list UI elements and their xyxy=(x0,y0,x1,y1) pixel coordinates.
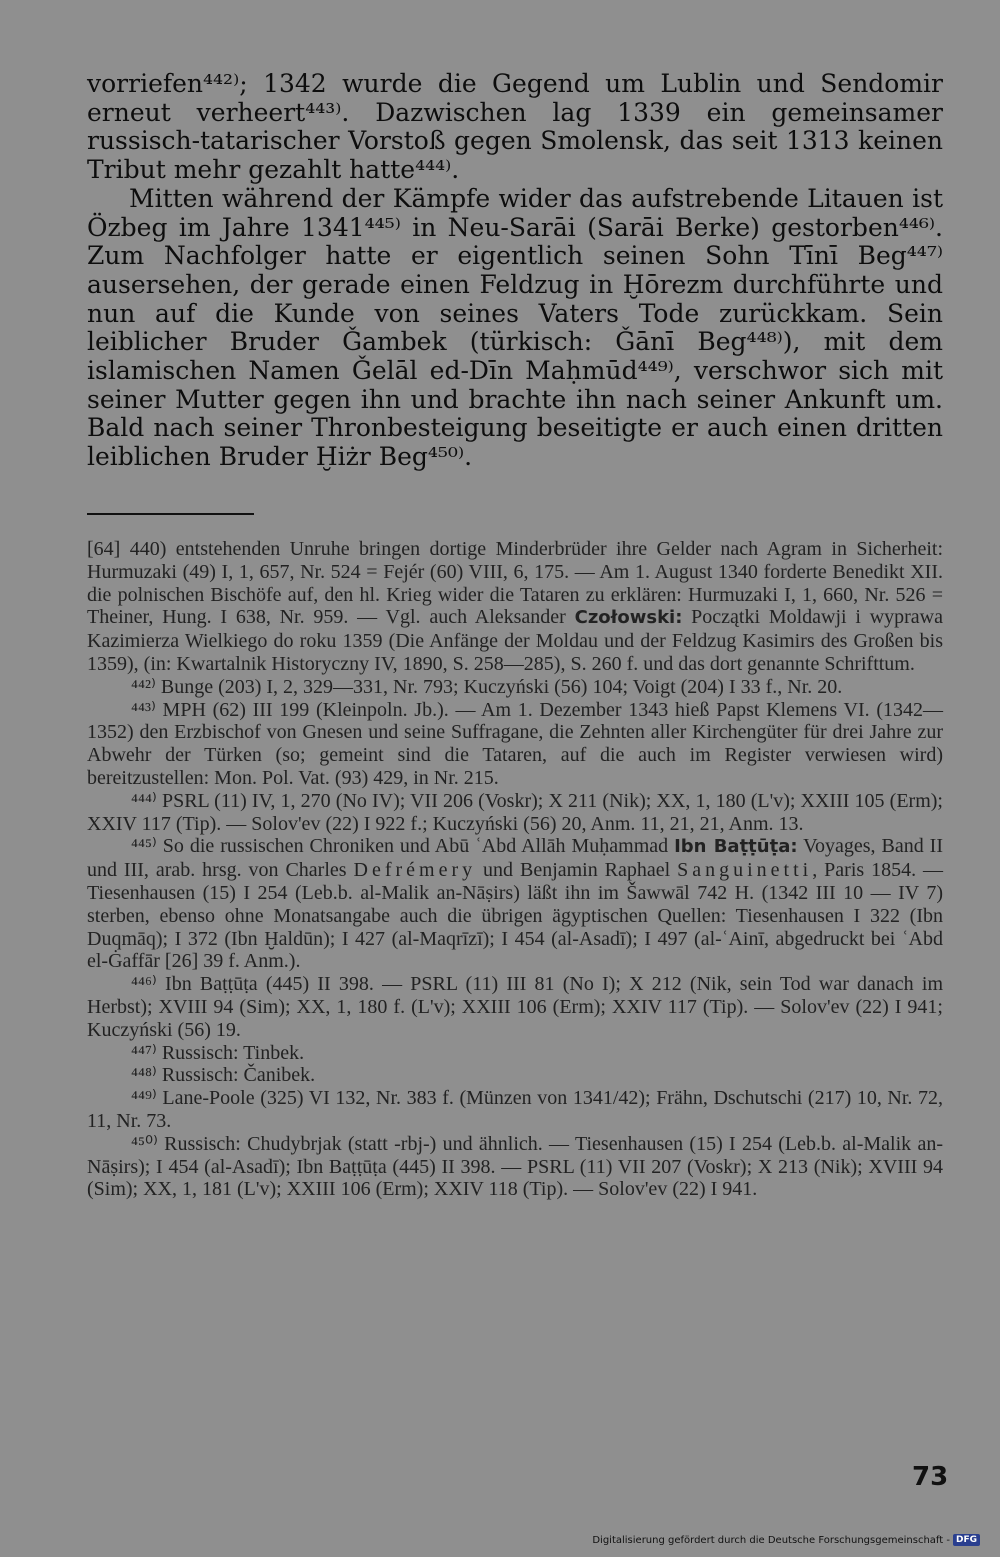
footnote-447: ⁴⁴⁷⁾ Russisch: Tinbek. xyxy=(131,1041,305,1064)
footnote-440: [64] 440) entstehenden Unruhe bringen dortige Minderbrüder ihre Gelder nach Agram in Sicherheit: Hurmuzaki (49) I, 1, 657, Nr. 524 = Fejér (60) VIII, 6, 175. — Am 1. August 1340 forderte Benedikt XII. die polnischen Bischöfe auf, den hl. Krieg wider die Tataren zu erklären: Hurmuzaki I, 1, 660, Nr. 526 = Theiner, Hung. I 638, Nr. 959. — Vgl. auch Aleksander Czołowski: Początki Moldawji i wyprawa Kazimierza Wielkiego do roku 1359 (Die Anfänge der Moldau und der Feldzug Kasimirs des Großen bis 1359), (in: Kwartalnik Historyczny IV, 1890, S. 258—285), S. 260 f. und das dort genannte Schrifttum. xyxy=(87,538,944,675)
footnote-separator xyxy=(87,513,254,515)
footnote-450: ⁴⁵⁰⁾ Russisch: Chudybrjak (statt -rbj-) und ähnlich. — Tiesenhausen (15) I 254 (Leb.b. al-Malik an-Nāṣirs); I 454 (al-Asadī); Ibn Baṭṭūṭa (445) II 398. — PSRL (11) VII 207 (Voskr); X 213 (Nik); XVIII 94 (Sim); XX, 1, 181 (L'v); XXIII 106 (Erm); XXIV 118 (Tip). — Solov'ev (22) I 941. xyxy=(87,1132,943,1201)
digitization-footer xyxy=(592,1534,980,1546)
footnote-445: ⁴⁴⁵⁾ So die russischen Chroniken und Abū ʿAbd Allāh Muḥammad Ibn Baṭṭūṭa: Voyages, Band II und III, arab. hrsg. von Charles Defrémery und Benjamin Raphael Sanguinetti, Paris 1854. — Tiesenhausen (15) I 254 (Leb.b. al-Malik an-Nāṣirs) läßt ihn im Šawwāl 742 H. (1342 III 10 — IV 7) sterben, ebenso ohne Monatsangabe auch die übrigen ägyptischen Quellen: Tiesenhausen I 322 (Ibn Duqmāq); I 372 (Ibn Ḫaldūn); I 427 (al-Maqrīzī); I 454 (al-Asadī); I 497 (al-ʿAinī, abgedruckt bei ʿAbd el-Ġaffār [26] 39 f. Anm.). xyxy=(87,835,944,973)
page-number: 73 xyxy=(912,1462,949,1492)
footnote-448: ⁴⁴⁸⁾ Russisch: Čanibek. xyxy=(131,1064,316,1087)
footnote-446: ⁴⁴⁶⁾ Ibn Baṭṭūṭa (445) II 398. — PSRL (11) III 81 (No I); X 212 (Nik, sein Tod war danach im Herbst); XVIII 94 (Sim); XX, 1, 180 f. (L'v); XXIII 106 (Erm); XXIV 117 (Tip). — Solov'ev (22) I 941; Kuczyński (56) 19. xyxy=(87,973,943,1041)
footnote-443: ⁴⁴³⁾ MPH (62) III 199 (Kleinpoln. Jb.). — Am 1. Dezember 1343 hieß Papst Klemens VI. (1342—1352) den Erzbischof von Gnesen und seine Suffragane, die Zehnten aller Kirchengüter für drei Jahre zur Abwehr der Türken (so; gemeint sind die Tataren, auf die auch im Register verwiesen wird) bereitzustellen: Mon. Pol. Vat. (93) 429, in Nr. 215. xyxy=(87,698,943,789)
paragraph-1: vorriefen⁴⁴²⁾; 1342 wurde die Gegend um Lublin und Sendomir erneut verheert⁴⁴³⁾. Dazwischen lag 1339 ein gemeinsamer russisch-tatarischer Vorstoß gegen Smolensk, das seit 1313 keinen Tribut mehr gezahlt hatte⁴⁴⁴⁾. xyxy=(87,69,943,185)
footnote-449: ⁴⁴⁹⁾ Lane-Poole (325) VI 132, Nr. 383 f. (Münzen von 1341/42); Frähn, Dschutschi (217) 10, Nr. 72, 11, Nr. 73. xyxy=(87,1087,943,1132)
main-text xyxy=(87,70,943,472)
footnote-442: ⁴⁴²⁾ Bunge (203) I, 2, 329—331, Nr. 793; Kuczyński (56) 104; Voigt (204) I 33 f., Nr. 20. xyxy=(131,675,843,698)
footnotes xyxy=(87,538,943,1201)
footer-text: Digitalisierung gefördert durch die Deutsche Forschungsgemeinschaft - xyxy=(592,1534,950,1546)
paragraph-2: Mitten während der Kämpfe wider das aufstrebende Litauen ist Özbeg im Jahre 1341⁴⁴⁵⁾ in Neu-Sarāi (Sarāi Berke) gestorben⁴⁴⁶⁾. Zum Nachfolger hatte er eigentlich seinen Sohn Tīnī Beg⁴⁴⁷⁾ ausersehen, der gerade einen Feldzug in Ḫōrezm durchführte und nun auf die Kunde von seines Vaters Tode zurückkam. Sein leiblicher Bruder Ǧambek (türkisch: Ǧānī Beg⁴⁴⁸⁾), mit dem islamischen Namen Ǧelāl ed-Dīn Maḥmūd⁴⁴⁹⁾, verschwor sich mit seiner Mutter gegen ihn und brachte ihn nach seiner Ankunft um. Bald nach seiner Thronbesteigung beseitigte er auch einen dritten leiblichen Bruder Ḫiżr Beg⁴⁵⁰⁾. xyxy=(87,183,943,472)
dfg-logo-icon: DFG xyxy=(953,1534,980,1546)
footnote-444: ⁴⁴⁴⁾ PSRL (11) IV, 1, 270 (No IV); VII 206 (Voskr); X 211 (Nik); XX, 1, 180 (L'v); XXIII 105 (Erm); XXIV 117 (Tip). — Solov'ev (22) I 922 f.; Kuczyński (56) 20, Anm. 11, 21, 21, Anm. 13. xyxy=(87,789,943,835)
